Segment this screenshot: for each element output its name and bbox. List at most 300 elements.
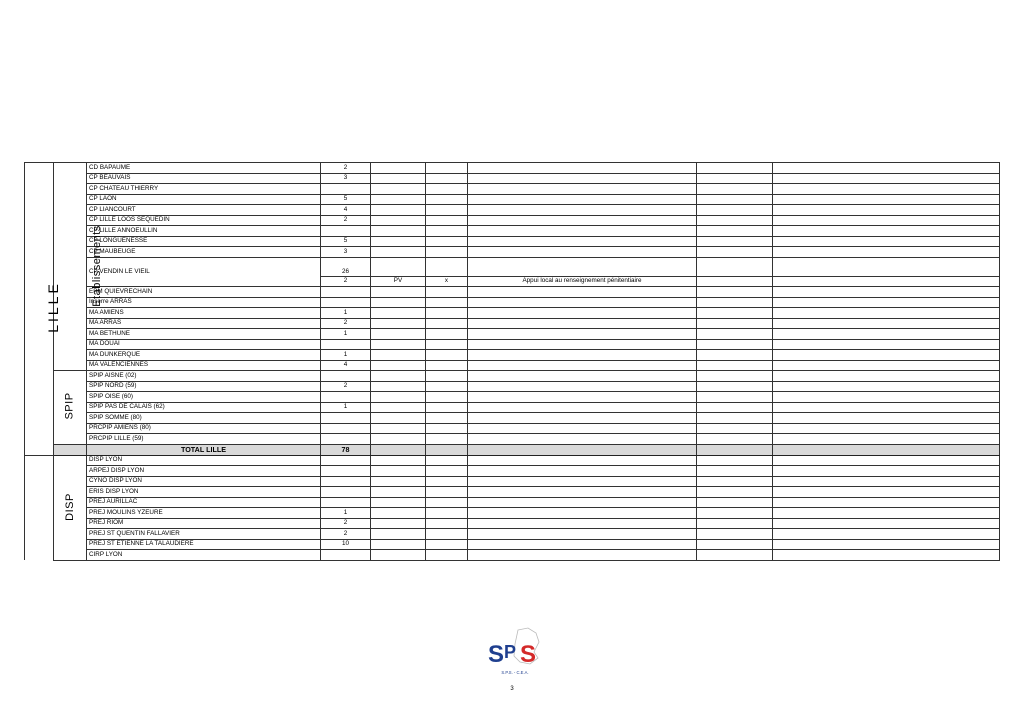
site-name: MA ARRAS bbox=[87, 318, 321, 329]
site-name: CYNO DISP LYON bbox=[87, 476, 321, 487]
empty-cell bbox=[773, 163, 1000, 174]
empty-cell bbox=[697, 539, 773, 550]
empty-cell bbox=[426, 476, 468, 487]
empty-cell bbox=[371, 402, 426, 413]
empty-cell bbox=[773, 402, 1000, 413]
site-name: ARPEJ DISP LYON bbox=[87, 466, 321, 477]
site-name: PREJ RIOM bbox=[87, 518, 321, 529]
empty-cell bbox=[697, 184, 773, 195]
empty-cell bbox=[773, 257, 1000, 276]
empty-cell bbox=[371, 371, 426, 382]
empty-cell bbox=[697, 205, 773, 216]
empty-cell bbox=[426, 257, 468, 276]
region-spacer bbox=[25, 455, 54, 560]
empty-cell bbox=[371, 318, 426, 329]
table-row bbox=[25, 297, 1000, 308]
empty-cell bbox=[371, 550, 426, 561]
empty-cell bbox=[371, 360, 426, 371]
empty-cell bbox=[468, 539, 697, 550]
total-value: 78 bbox=[321, 444, 371, 455]
post-count: 5 bbox=[321, 194, 371, 205]
post-count: 4 bbox=[321, 360, 371, 371]
empty-cell bbox=[426, 434, 468, 445]
post-count: 2 bbox=[321, 381, 371, 392]
table-row bbox=[25, 257, 1000, 276]
empty-cell bbox=[697, 226, 773, 237]
table-row bbox=[25, 173, 1000, 184]
empty-cell bbox=[773, 297, 1000, 308]
empty-cell bbox=[468, 476, 697, 487]
empty-cell bbox=[371, 297, 426, 308]
empty-cell bbox=[426, 381, 468, 392]
empty-cell bbox=[468, 297, 697, 308]
page-number: 3 bbox=[510, 686, 514, 692]
empty-cell bbox=[371, 392, 426, 403]
x-cell: x bbox=[426, 276, 468, 287]
empty-cell bbox=[468, 381, 697, 392]
site-name: MA AMIENS bbox=[87, 308, 321, 319]
table-row bbox=[25, 518, 1000, 529]
empty-cell bbox=[773, 329, 1000, 340]
site-name: MA BETHUNE bbox=[87, 329, 321, 340]
table-row bbox=[25, 308, 1000, 319]
empty-cell bbox=[468, 455, 697, 466]
empty-cell bbox=[426, 184, 468, 195]
empty-cell bbox=[371, 287, 426, 298]
empty-cell bbox=[697, 360, 773, 371]
empty-cell bbox=[371, 518, 426, 529]
table-row bbox=[25, 466, 1000, 477]
empty-cell bbox=[773, 318, 1000, 329]
empty-cell bbox=[426, 308, 468, 319]
empty-cell bbox=[426, 287, 468, 298]
empty-cell bbox=[773, 194, 1000, 205]
empty-cell bbox=[773, 392, 1000, 403]
table-row bbox=[25, 476, 1000, 487]
empty-cell bbox=[697, 476, 773, 487]
table-row bbox=[25, 163, 1000, 174]
site-name: SPIP SOMME (80) bbox=[87, 413, 321, 424]
empty-cell bbox=[426, 194, 468, 205]
empty-cell bbox=[697, 529, 773, 540]
post-count bbox=[321, 476, 371, 487]
post-count bbox=[321, 413, 371, 424]
empty-cell bbox=[426, 466, 468, 477]
total-label: TOTAL LILLE bbox=[87, 444, 321, 455]
empty-cell bbox=[426, 329, 468, 340]
empty-cell bbox=[468, 329, 697, 340]
empty-cell bbox=[697, 402, 773, 413]
empty-cell bbox=[697, 318, 773, 329]
table-row bbox=[25, 215, 1000, 226]
post-count bbox=[321, 371, 371, 382]
empty-cell bbox=[773, 497, 1000, 508]
empty-cell bbox=[468, 413, 697, 424]
empty-cell bbox=[371, 257, 426, 276]
site-name: PREJ AURILLAC bbox=[87, 497, 321, 508]
table-row bbox=[25, 194, 1000, 205]
site-name: PREJ ST QUENTIN FALLAVIER bbox=[87, 529, 321, 540]
post-count bbox=[321, 550, 371, 561]
empty-cell bbox=[468, 487, 697, 498]
empty-cell bbox=[697, 297, 773, 308]
empty-cell bbox=[773, 550, 1000, 561]
site-name: SPIP PAS DE CALAIS (62) bbox=[87, 402, 321, 413]
empty-cell bbox=[371, 173, 426, 184]
pv-cell: PV bbox=[371, 276, 426, 287]
table-row bbox=[25, 529, 1000, 540]
empty-cell bbox=[697, 329, 773, 340]
logo-wordmark: S bbox=[488, 641, 505, 668]
site-name: PREJ ST ETIENNE LA TALAUDIERE bbox=[87, 539, 321, 550]
empty-cell bbox=[371, 539, 426, 550]
empty-cell bbox=[773, 287, 1000, 298]
empty-cell bbox=[426, 508, 468, 519]
empty-cell bbox=[371, 381, 426, 392]
empty-cell bbox=[468, 360, 697, 371]
empty-cell bbox=[371, 184, 426, 195]
empty-cell bbox=[697, 173, 773, 184]
empty-cell bbox=[697, 508, 773, 519]
post-count bbox=[321, 339, 371, 350]
post-count: 2 bbox=[321, 276, 371, 287]
empty-cell bbox=[773, 487, 1000, 498]
empty-cell bbox=[426, 226, 468, 237]
empty-cell bbox=[697, 550, 773, 561]
table-row bbox=[25, 329, 1000, 340]
table-row bbox=[25, 318, 1000, 329]
empty-cell bbox=[773, 508, 1000, 519]
post-count bbox=[321, 184, 371, 195]
empty-cell bbox=[426, 550, 468, 561]
empty-cell bbox=[468, 173, 697, 184]
empty-cell bbox=[468, 508, 697, 519]
post-count: 1 bbox=[321, 350, 371, 361]
category-label-disp: DISP bbox=[54, 455, 87, 560]
staffing-table bbox=[24, 162, 1000, 561]
empty-cell bbox=[468, 163, 697, 174]
empty-cell bbox=[426, 236, 468, 247]
empty-cell bbox=[697, 236, 773, 247]
empty-cell bbox=[371, 455, 426, 466]
empty-cell bbox=[371, 487, 426, 498]
empty-cell bbox=[773, 466, 1000, 477]
table-row bbox=[25, 350, 1000, 361]
empty-cell bbox=[773, 184, 1000, 195]
empty-cell bbox=[773, 173, 1000, 184]
empty-cell bbox=[697, 518, 773, 529]
empty-cell bbox=[697, 287, 773, 298]
empty-cell bbox=[697, 497, 773, 508]
empty-cell bbox=[773, 226, 1000, 237]
post-count: 3 bbox=[321, 173, 371, 184]
empty-cell bbox=[371, 163, 426, 174]
logo-subtext: S.P.S. - C.E.A. bbox=[501, 670, 529, 675]
site-name: CP CHATEAU THIERRY bbox=[87, 184, 321, 195]
empty-cell bbox=[468, 466, 697, 477]
empty-cell bbox=[697, 413, 773, 424]
svg-text:S: S bbox=[520, 641, 537, 668]
post-count bbox=[321, 423, 371, 434]
empty-cell bbox=[371, 215, 426, 226]
empty-cell bbox=[468, 184, 697, 195]
empty-cell bbox=[773, 371, 1000, 382]
site-name: CP MAUBEUGE bbox=[87, 247, 321, 258]
staffing-sheet bbox=[24, 162, 999, 561]
empty-cell bbox=[697, 487, 773, 498]
empty-cell bbox=[426, 318, 468, 329]
site-name: EPM QUIEVRECHAIN bbox=[87, 287, 321, 298]
post-count: 2 bbox=[321, 318, 371, 329]
post-count bbox=[321, 455, 371, 466]
empty-cell bbox=[468, 257, 697, 276]
empty-cell bbox=[426, 163, 468, 174]
empty-cell bbox=[371, 476, 426, 487]
site-name: MA DUNKERQUE bbox=[87, 350, 321, 361]
empty-cell bbox=[773, 413, 1000, 424]
empty-cell bbox=[426, 497, 468, 508]
empty-cell bbox=[773, 381, 1000, 392]
post-count: 3 bbox=[321, 247, 371, 258]
empty-cell bbox=[371, 194, 426, 205]
site-name: CD BAPAUME bbox=[87, 163, 321, 174]
empty-cell bbox=[426, 392, 468, 403]
empty-cell bbox=[426, 539, 468, 550]
site-name: PREJ MOULINS YZEURE bbox=[87, 508, 321, 519]
post-count bbox=[321, 434, 371, 445]
site-name: CIRP LYON bbox=[87, 550, 321, 561]
category-label-etablissements: Etablissements bbox=[54, 163, 87, 371]
empty-cell bbox=[468, 497, 697, 508]
empty-cell bbox=[697, 339, 773, 350]
empty-cell bbox=[371, 247, 426, 258]
empty-cell bbox=[426, 297, 468, 308]
post-count: 2 bbox=[321, 529, 371, 540]
empty-cell bbox=[371, 329, 426, 340]
empty-cell bbox=[697, 392, 773, 403]
empty-cell bbox=[773, 476, 1000, 487]
empty-cell bbox=[773, 247, 1000, 258]
empty-cell bbox=[371, 236, 426, 247]
post-count: 1 bbox=[321, 329, 371, 340]
table-row bbox=[25, 339, 1000, 350]
empty-cell bbox=[697, 194, 773, 205]
site-name: ERIS DISP LYON bbox=[87, 487, 321, 498]
empty-cell bbox=[426, 173, 468, 184]
empty-cell bbox=[468, 308, 697, 319]
empty-cell bbox=[697, 434, 773, 445]
empty-cell bbox=[697, 247, 773, 258]
post-count bbox=[321, 487, 371, 498]
site-name: MA DOUAI bbox=[87, 339, 321, 350]
empty-cell bbox=[697, 381, 773, 392]
empty-cell bbox=[697, 466, 773, 477]
post-count: 2 bbox=[321, 163, 371, 174]
empty-cell bbox=[468, 518, 697, 529]
empty-cell bbox=[697, 308, 773, 319]
empty-cell bbox=[468, 205, 697, 216]
post-count: 26 bbox=[321, 257, 371, 276]
empty-cell bbox=[697, 371, 773, 382]
empty-cell bbox=[371, 497, 426, 508]
site-name: CP LAON bbox=[87, 194, 321, 205]
empty-cell bbox=[773, 308, 1000, 319]
empty-cell bbox=[468, 529, 697, 540]
post-count: 5 bbox=[321, 236, 371, 247]
empty-cell bbox=[773, 434, 1000, 445]
table-row bbox=[25, 381, 1000, 392]
site-name: SPIP OISE (60) bbox=[87, 392, 321, 403]
total-row bbox=[25, 444, 1000, 455]
empty-cell bbox=[697, 455, 773, 466]
empty-cell bbox=[426, 455, 468, 466]
post-count bbox=[321, 226, 371, 237]
empty-cell bbox=[697, 276, 773, 287]
table-row bbox=[25, 508, 1000, 519]
empty-cell bbox=[468, 226, 697, 237]
empty-cell bbox=[468, 318, 697, 329]
table-row bbox=[25, 539, 1000, 550]
total-gap bbox=[54, 444, 87, 455]
empty-cell bbox=[371, 508, 426, 519]
empty-cell bbox=[426, 518, 468, 529]
site-name: PRCPIP LILLE (59) bbox=[87, 434, 321, 445]
empty-cell bbox=[426, 529, 468, 540]
table-row bbox=[25, 423, 1000, 434]
empty-cell bbox=[468, 434, 697, 445]
post-count: 2 bbox=[321, 518, 371, 529]
site-name: CP VENDIN LE VIEIL bbox=[87, 257, 321, 287]
empty-cell bbox=[371, 466, 426, 477]
empty-cell bbox=[468, 350, 697, 361]
post-count bbox=[321, 287, 371, 298]
empty-cell bbox=[468, 287, 697, 298]
empty-cell bbox=[468, 194, 697, 205]
table-row bbox=[25, 487, 1000, 498]
region-label-lille: LILLE bbox=[25, 163, 54, 456]
empty-cell bbox=[468, 215, 697, 226]
empty-cell bbox=[773, 518, 1000, 529]
post-count bbox=[321, 392, 371, 403]
site-name: SPIP AISNE (02) bbox=[87, 371, 321, 382]
empty-cell bbox=[426, 423, 468, 434]
empty-cell bbox=[468, 423, 697, 434]
empty-cell bbox=[468, 371, 697, 382]
empty-cell bbox=[371, 529, 426, 540]
table-row bbox=[25, 360, 1000, 371]
post-count: 4 bbox=[321, 205, 371, 216]
site-name: CP LILLE LOOS SEQUEDIN bbox=[87, 215, 321, 226]
empty-cell bbox=[773, 360, 1000, 371]
post-count: 1 bbox=[321, 508, 371, 519]
empty-cell bbox=[371, 413, 426, 424]
empty-cell bbox=[773, 423, 1000, 434]
post-count: 1 bbox=[321, 308, 371, 319]
empty-cell bbox=[773, 236, 1000, 247]
empty-cell bbox=[468, 550, 697, 561]
post-count bbox=[321, 466, 371, 477]
post-count: 2 bbox=[321, 215, 371, 226]
site-name: DISP LYON bbox=[87, 455, 321, 466]
empty-cell bbox=[371, 350, 426, 361]
empty-cell bbox=[426, 360, 468, 371]
post-count: 10 bbox=[321, 539, 371, 550]
empty-cell bbox=[697, 257, 773, 276]
empty-cell bbox=[371, 423, 426, 434]
empty-cell bbox=[426, 487, 468, 498]
empty-cell bbox=[468, 402, 697, 413]
empty-cell bbox=[697, 163, 773, 174]
table-row bbox=[25, 226, 1000, 237]
empty-cell bbox=[371, 226, 426, 237]
empty-cell bbox=[426, 413, 468, 424]
post-count bbox=[321, 297, 371, 308]
sps-logo bbox=[484, 624, 546, 676]
table-row bbox=[25, 455, 1000, 466]
table-row bbox=[25, 247, 1000, 258]
empty-cell bbox=[697, 350, 773, 361]
empty-cell bbox=[371, 339, 426, 350]
empty-cell bbox=[773, 455, 1000, 466]
table-row bbox=[25, 371, 1000, 382]
empty-cell bbox=[697, 423, 773, 434]
empty-cell bbox=[773, 529, 1000, 540]
table-row bbox=[25, 550, 1000, 561]
table-row bbox=[25, 392, 1000, 403]
empty-cell bbox=[426, 205, 468, 216]
table-row bbox=[25, 402, 1000, 413]
mission-cell: Appui local au renseignement pénitentiaire bbox=[468, 276, 697, 287]
site-name: PRCPIP AMIENS (80) bbox=[87, 423, 321, 434]
empty-cell bbox=[426, 215, 468, 226]
empty-cell bbox=[371, 205, 426, 216]
post-count bbox=[321, 497, 371, 508]
empty-cell bbox=[426, 402, 468, 413]
svg-text:P: P bbox=[504, 642, 517, 662]
empty-cell bbox=[773, 350, 1000, 361]
table-row bbox=[25, 184, 1000, 195]
site-name: CP LONGUENESSE bbox=[87, 236, 321, 247]
table-row bbox=[25, 413, 1000, 424]
empty-cell bbox=[371, 434, 426, 445]
empty-cell bbox=[426, 371, 468, 382]
empty-cell bbox=[468, 247, 697, 258]
empty-cell bbox=[773, 539, 1000, 550]
table-row bbox=[25, 287, 1000, 298]
empty-cell bbox=[426, 339, 468, 350]
empty-cell bbox=[773, 205, 1000, 216]
empty-cell bbox=[426, 247, 468, 258]
empty-cell bbox=[426, 350, 468, 361]
empty-cell bbox=[468, 236, 697, 247]
site-name: CP BEAUVAIS bbox=[87, 173, 321, 184]
post-count: 1 bbox=[321, 402, 371, 413]
table-row bbox=[25, 236, 1000, 247]
empty-cell bbox=[773, 215, 1000, 226]
table-row bbox=[25, 497, 1000, 508]
empty-cell bbox=[468, 392, 697, 403]
table-row bbox=[25, 434, 1000, 445]
site-name: Inserre ARRAS bbox=[87, 297, 321, 308]
empty-cell bbox=[773, 339, 1000, 350]
empty-cell bbox=[697, 215, 773, 226]
site-name: CP LIANCOURT bbox=[87, 205, 321, 216]
empty-cell bbox=[371, 308, 426, 319]
site-name: MA VALENCIENNES bbox=[87, 360, 321, 371]
site-name: CP LILLE ANNOEULLIN bbox=[87, 226, 321, 237]
table-row bbox=[25, 205, 1000, 216]
site-name: SPIP NORD (59) bbox=[87, 381, 321, 392]
